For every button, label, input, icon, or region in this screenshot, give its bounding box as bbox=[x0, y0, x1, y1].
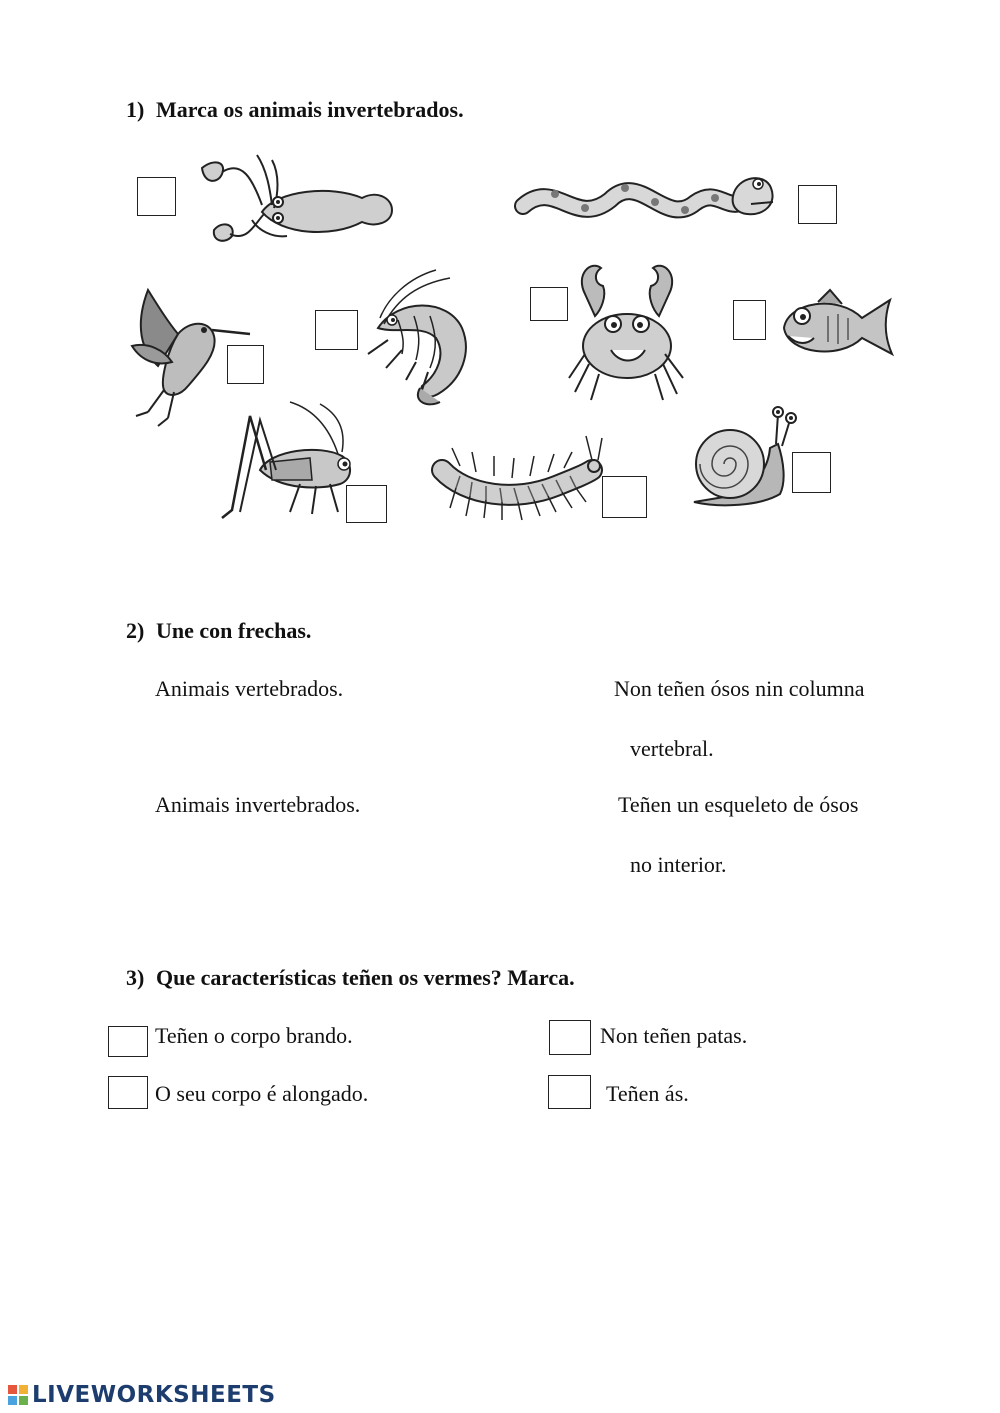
option-no-legs-checkbox[interactable] bbox=[549, 1020, 591, 1055]
centipede-illustration bbox=[436, 430, 604, 520]
snake-checkbox[interactable] bbox=[798, 185, 837, 224]
match-right-no-bones-line2: vertebral. bbox=[630, 736, 714, 761]
hummingbird-checkbox[interactable] bbox=[227, 345, 264, 384]
grasshopper-illustration bbox=[220, 400, 360, 524]
match-right-skeleton[interactable] bbox=[618, 792, 858, 878]
crab-checkbox[interactable] bbox=[530, 287, 568, 321]
squid-checkbox[interactable] bbox=[137, 177, 176, 216]
question-2-heading bbox=[126, 618, 311, 644]
option-wings-checkbox[interactable] bbox=[548, 1075, 591, 1109]
question-1-heading bbox=[126, 97, 464, 123]
snail-illustration bbox=[690, 402, 800, 514]
question-1-number: 1) bbox=[126, 97, 145, 122]
liveworksheets-logo[interactable] bbox=[8, 1382, 276, 1408]
option-soft-body-checkbox[interactable] bbox=[108, 1026, 148, 1057]
match-right-skeleton-line2: no interior. bbox=[630, 852, 727, 877]
question-1-title: Marca os animais invertebrados. bbox=[156, 97, 464, 122]
snake-illustration bbox=[515, 158, 777, 236]
question-2-title: Une con frechas. bbox=[156, 618, 312, 643]
grasshopper-checkbox[interactable] bbox=[346, 485, 387, 523]
question-2-number: 2) bbox=[126, 618, 145, 643]
centipede-checkbox[interactable] bbox=[602, 476, 647, 518]
option-no-legs-label: Non teñen patas. bbox=[600, 1023, 748, 1048]
snail-checkbox[interactable] bbox=[792, 452, 831, 493]
option-elongated-body-checkbox[interactable] bbox=[108, 1076, 148, 1109]
fish-checkbox[interactable] bbox=[733, 300, 766, 340]
logo-mark-icon bbox=[8, 1385, 28, 1405]
match-right-skeleton-line1: Teñen un esqueleto de ósos bbox=[618, 792, 859, 817]
shrimp-checkbox[interactable] bbox=[315, 310, 358, 350]
option-soft-body-label: Teñen o corpo brando. bbox=[155, 1023, 353, 1048]
question-3-title: Que características teñen os vermes? Marca. bbox=[156, 965, 575, 990]
crab-illustration bbox=[565, 254, 690, 404]
shrimp-illustration bbox=[358, 268, 478, 410]
match-right-no-bones[interactable] bbox=[614, 676, 865, 762]
option-wings-label: Teñen ás. bbox=[606, 1081, 689, 1106]
question-3-heading bbox=[126, 965, 575, 991]
match-left-vertebrates[interactable]: Animais vertebrados. bbox=[155, 676, 344, 701]
match-right-no-bones-line1: Non teñen ósos nin columna bbox=[614, 676, 865, 701]
fish-illustration bbox=[778, 288, 898, 368]
option-elongated-body-label: O seu corpo é alongado. bbox=[155, 1081, 369, 1106]
match-left-invertebrates[interactable]: Animais invertebrados. bbox=[155, 792, 361, 817]
squid-illustration bbox=[192, 150, 402, 250]
question-3-number: 3) bbox=[126, 965, 145, 990]
logo-text: LIVEWORKSHEETS bbox=[32, 1382, 276, 1408]
